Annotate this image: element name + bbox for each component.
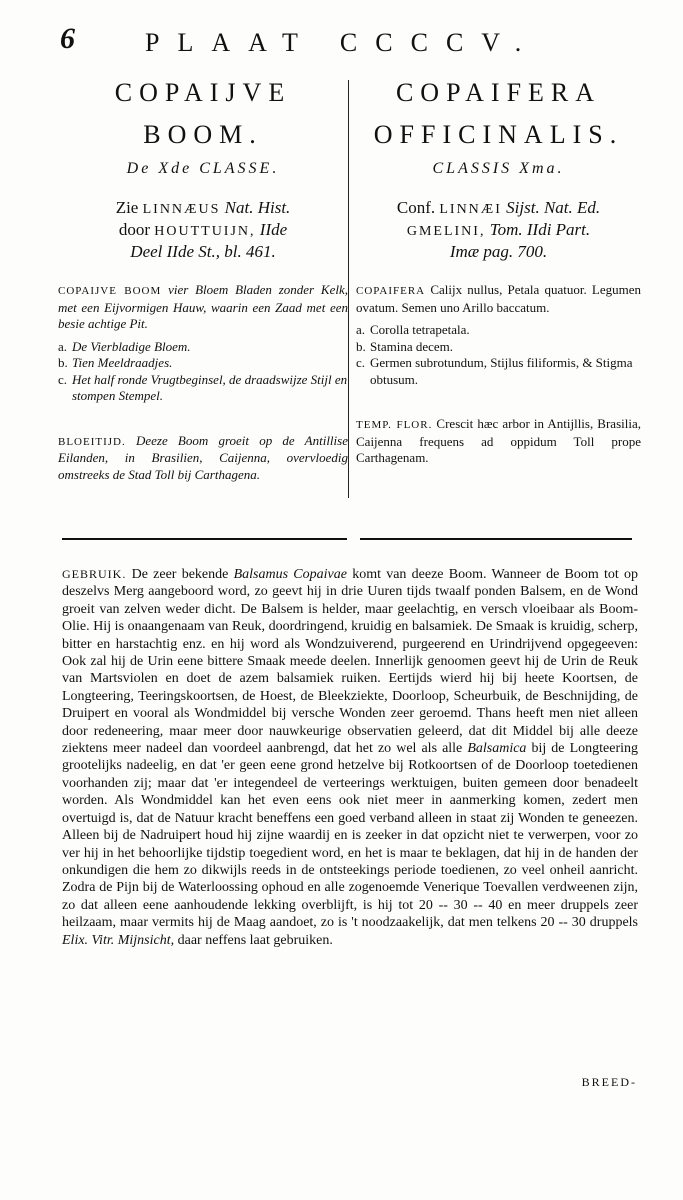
ref-work: Sijst. Nat. Ed. (506, 198, 601, 217)
page-number: 6 (60, 22, 75, 55)
latin-figure-legend (356, 322, 641, 388)
dutch-figure-legend (58, 339, 348, 405)
ref-pre: Conf. (396, 198, 436, 217)
dutch-reference (58, 198, 348, 262)
ref-author: LINNÆUS (142, 202, 221, 217)
description-text: vier Bloem Bladen zonder Kelk, met een Eijvormigen Hauw, waarin een Zaad met een besie achtige Pit. (58, 282, 348, 331)
flowering-lead: BLOEITIJD. (58, 435, 126, 448)
ref-work: Nat. Hist. (224, 198, 291, 217)
ref-author: LINNÆI (439, 202, 502, 217)
ref-page: Imæ pag. 700. (449, 242, 548, 261)
flowering-text: Crescit hæc arbor in Antijllis, Brasilia, Caijenna frequens ad oppidum Toll prope Carthagenam. (356, 416, 641, 465)
description-lead: COPAIJVE BOOM (58, 285, 162, 297)
ref-author: GMELINI, (406, 224, 486, 239)
dutch-title-line1: COPAIJVE (114, 78, 292, 107)
legend-item: a. Corolla tetrapetala. (356, 322, 470, 337)
legend-item: b. Tien Meeldraadjes. (58, 355, 173, 370)
ref-work: IIde (259, 220, 288, 239)
latin-column (356, 72, 641, 467)
separator-rule-right (360, 538, 632, 540)
legend-item: b. Stamina decem. (356, 338, 454, 354)
plate-heading: PLAAT CCCCV. (145, 28, 540, 57)
legend-item: c. Germen subrotundum, Stijlus filiformis, & Stigma obtusum. (356, 355, 633, 387)
description-text: Calijx nullus, Petala quatuor. Legumen ovatum. Semen uno Arillo baccatum. (356, 282, 641, 315)
latin-title-line1: COPAIFERA (395, 78, 602, 107)
ref-author: HOUTTUIJN, (154, 224, 256, 239)
legend-item: a. De Vierbladige Bloem. (58, 338, 191, 354)
ref-volume: Deel IIde St., bl. 461. (130, 242, 276, 261)
usage-paragraph: GEBRUIK. De zeer bekende Balsamus Copaivae komt van deeze Boom. Wanneer de Boom tot op deszelvs Merg aangeboord word, zo geevt hij in drie Uuren tijds twaalf ponden Balsem, en de Wond groeit van zelven weder dicht. De Balsem is helder, maar geelachtig, en versch vloeibaar als Boom-Olie. Hij is onaangenaam van Reuk, doordringend, kruidig en balsamiek. De Smaak is kruidig, scherp, bitter en harstachtig enz. en hij word als Wondzuiverend, purgeerend en Urindrijvend opgegeeven: Ook zal hij de Urin eene bittere Smaak meede deelen. Innerlijk genoomen geevt hij de Urin de Reuk van Martsviolen en doet de azem balsamiek ruiken. Eertijds wierd hij bij heete Koortsen, de Longteering, Teeringskoortsen, de Hoest, de Bleekziekte, Doorloop, Scheurbuik, de Beschnijding, de Druipert en vooral als Wondmiddel bij versche Wonden zeer geroemd. Thans heeft men niet alleen door redeneering, maar meer door nauwkeurige observatien geleerd, dat dit Middel bij alle deeze ziektens meer nadeel dan voordeel aanbrengd, dat het zo wel als alle Balsamica bij de Longteering grootelijks nadeelig, en dat 'er geen eene grond hetzelve bij Rotkoortsen of de Doorloop toetedienen voorhanden zij; maar dat 'er integendeel de verteerings werktuigen, buiten gemeen door benadeelt worden. Als Wondmiddel kan het even eens ook niet meer in aanmerking komen, zedert men overtuigd is, dat de Natuur kracht beneffens een goed verband alleen in staat zij Wonden te geneezen. Alleen bij de Nadruipert houd hij zijne waardij en is zeeker in dat opzicht niet te verwerpen, voor zo ver hij in het behoorlijke tijdstip toegedient word, en het is maar te beklagen, dat hij in de handen der onkundigen die hem zo dikwijls reeds in de ontsteekings periode toedienen, zo veel onheil aanricht. Zodra de Pijn bij de Waterloossing ophoud en alle zogenoemde Venerique Toevallen verdweenen zijn, zo dat alleen eene aanhoudende lekking overblijft, is hij tot 20 -- 30 -- 40 en meer druppels zeer heilzaam, maar vermits hij de Maag aandoet, zo is 't noodzaakelijk, dat men telkens 20 -- 30 druppels Elix. Vitr. Mijnsicht, daar neffens laat gebruiken. (62, 567, 639, 948)
usage-lead: GEBRUIK. (62, 567, 127, 581)
ref-pre: door (118, 220, 151, 239)
column-divider (348, 80, 349, 498)
latin-reference (356, 198, 641, 262)
latin-title-line2: OFFICINALIS. (373, 120, 624, 149)
dutch-description (58, 282, 348, 333)
legend-item: c. Het half ronde Vrugtbeginsel, de draadswijze Stijl en stompen Stempel. (58, 371, 348, 403)
ref-work: Tom. IIdi Part. (489, 220, 591, 239)
latin-description (356, 282, 641, 316)
ref-pre: Zie (115, 198, 139, 217)
latin-classis: CLASSIS Xma. (432, 160, 565, 177)
dutch-column (58, 72, 348, 483)
flowering-text: Deeze Boom groeit op de Antillise Eilanden, in Brasilien, Caijenna, overvloedig omstreeks de Stad Toll bij Carthagena. (58, 432, 348, 482)
dutch-title-line2: BOOM. (143, 120, 263, 149)
description-lead: COPAIFERA (356, 285, 426, 297)
dutch-classe: De Xde CLASSE. (126, 160, 280, 177)
flowering-lead: TEMP. FLOR. (356, 419, 433, 431)
latin-flowering-time (356, 416, 641, 467)
catchword: BREED- (581, 1075, 637, 1089)
separator-rule-left (62, 538, 347, 540)
dutch-flowering (58, 433, 348, 484)
